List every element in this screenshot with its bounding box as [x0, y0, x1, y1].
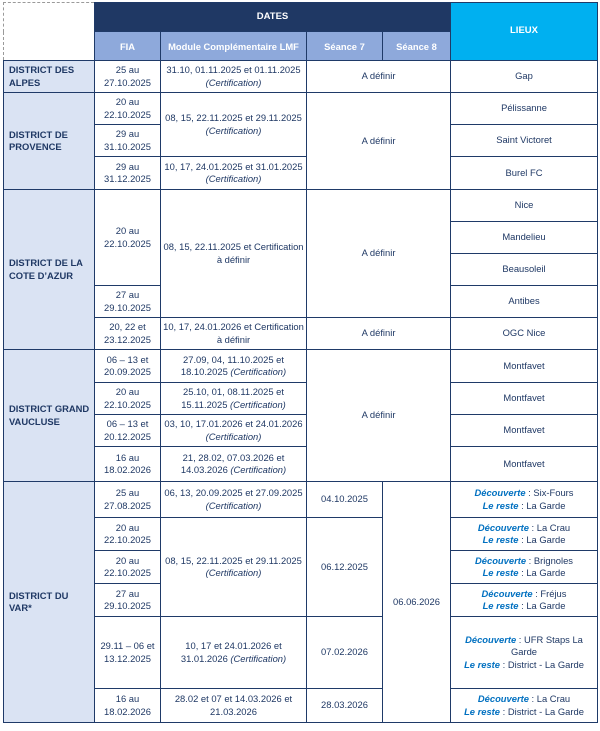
fia-date: 20 au 22.10.2025 [95, 93, 161, 125]
seance-7-date: 04.10.2025 [307, 482, 383, 518]
lieu: Montfavet [451, 415, 598, 447]
module-dates: 03, 10, 17.01.2026 et 24.01.2026 (Certification) [161, 415, 307, 447]
fia-date: 20 au 22.10.2025 [95, 190, 161, 286]
fia-date: 20 au 22.10.2025 [95, 551, 161, 584]
module-dates: 08, 15, 22.11.2025 et Certification à définir [161, 190, 307, 318]
lieu: Beausoleil [451, 254, 598, 286]
header-lieux: LIEUX [451, 3, 598, 61]
module-dates: 06, 13, 20.09.2025 et 27.09.2025 (Certification) [161, 482, 307, 518]
fia-date: 20 au 22.10.2025 [95, 518, 161, 551]
lieu: Découverte : Brignoles Le reste : La Garde [451, 551, 598, 584]
district-alpes: DISTRICT DES ALPES [4, 61, 95, 93]
header-seance-7: Séance 7 [307, 32, 383, 61]
module-dates: 08, 15, 22.11.2025 et 29.11.2025 (Certification) [161, 518, 307, 617]
header-fia: FIA [95, 32, 161, 61]
lieu: Nice [451, 190, 598, 222]
lieu: Montfavet [451, 383, 598, 415]
module-dates: 27.09, 04, 11.10.2025 et 18.10.2025 (Certification) [161, 350, 307, 383]
district-vaucluse: DISTRICT GRAND VAUCLUSE [4, 350, 95, 482]
lieu: Mandelieu [451, 222, 598, 254]
fia-date: 29 au 31.10.2025 [95, 125, 161, 157]
header-module: Module Complémentaire LMF [161, 32, 307, 61]
module-dates: 31.10, 01.11.2025 et 01.11.2025 (Certification) [161, 61, 307, 93]
header-dates: DATES [95, 3, 451, 32]
lieu: Découverte : La Crau Le reste : District - La Garde [451, 689, 598, 723]
lieu: Découverte : Fréjus Le reste : La Garde [451, 584, 598, 617]
fia-date: 25 au 27.10.2025 [95, 61, 161, 93]
module-dates: 08, 15, 22.11.2025 et 29.11.2025 (Certification) [161, 93, 307, 157]
fia-date: 06 – 13 et 20.12.2025 [95, 415, 161, 447]
lieu: Montfavet [451, 350, 598, 383]
lieu: Saint Victoret [451, 125, 598, 157]
district-provence: DISTRICT DE PROVENCE [4, 93, 95, 190]
seance-dates: A définir [307, 93, 451, 190]
district-var: DISTRICT DU VAR* [4, 482, 95, 723]
seance-dates: A définir [307, 350, 451, 482]
module-dates: 10, 17 et 24.01.2026 et 31.01.2026 (Certification) [161, 617, 307, 689]
seance-8-date: 06.06.2026 [383, 482, 451, 723]
lieu: Découverte : Six-Fours Le reste : La Garde [451, 482, 598, 518]
seance-dates: A définir [307, 61, 451, 93]
lieu: Antibes [451, 286, 598, 318]
lieu: OGC Nice [451, 318, 598, 350]
fia-date: 16 au 18.02.2026 [95, 447, 161, 482]
fia-date: 29 au 31.12.2025 [95, 157, 161, 190]
fia-date: 27 au 29.10.2025 [95, 286, 161, 318]
seance-dates: A définir [307, 318, 451, 350]
fia-date: 29.11 – 06 et 13.12.2025 [95, 617, 161, 689]
lieu: Burel FC [451, 157, 598, 190]
fia-date: 25 au 27.08.2025 [95, 482, 161, 518]
training-schedule-table [3, 2, 598, 723]
module-dates: 10, 17, 24.01.2026 et Certification à définir [161, 318, 307, 350]
module-dates: 28.02 et 07 et 14.03.2026 et 21.03.2026 [161, 689, 307, 723]
district-cote-azur: DISTRICT DE LA COTE D’AZUR [4, 190, 95, 350]
header-seance-8: Séance 8 [383, 32, 451, 61]
seance-dates: A définir [307, 190, 451, 318]
fia-date: 20 au 22.10.2025 [95, 383, 161, 415]
fia-date: 20, 22 et 23.12.2025 [95, 318, 161, 350]
seance-7-date: 06.12.2025 [307, 518, 383, 617]
lieu: Pélissanne [451, 93, 598, 125]
seance-7-date: 28.03.2026 [307, 689, 383, 723]
module-dates: 25.10, 01, 08.11.2025 et 15.11.2025 (Certification) [161, 383, 307, 415]
lieu: Découverte : UFR Staps La Garde Le reste : District - La Garde [451, 617, 598, 689]
lieu: Gap [451, 61, 598, 93]
fia-date: 06 – 13 et 20.09.2025 [95, 350, 161, 383]
lieu: Montfavet [451, 447, 598, 482]
fia-date: 27 au 29.10.2025 [95, 584, 161, 617]
fia-date: 16 au 18.02.2026 [95, 689, 161, 723]
header-corner [4, 3, 95, 61]
lieu: Découverte : La Crau Le reste : La Garde [451, 518, 598, 551]
module-dates: 10, 17, 24.01.2025 et 31.01.2025 (Certification) [161, 157, 307, 190]
seance-7-date: 07.02.2026 [307, 617, 383, 689]
module-dates: 21, 28.02, 07.03.2026 et 14.03.2026 (Certification) [161, 447, 307, 482]
